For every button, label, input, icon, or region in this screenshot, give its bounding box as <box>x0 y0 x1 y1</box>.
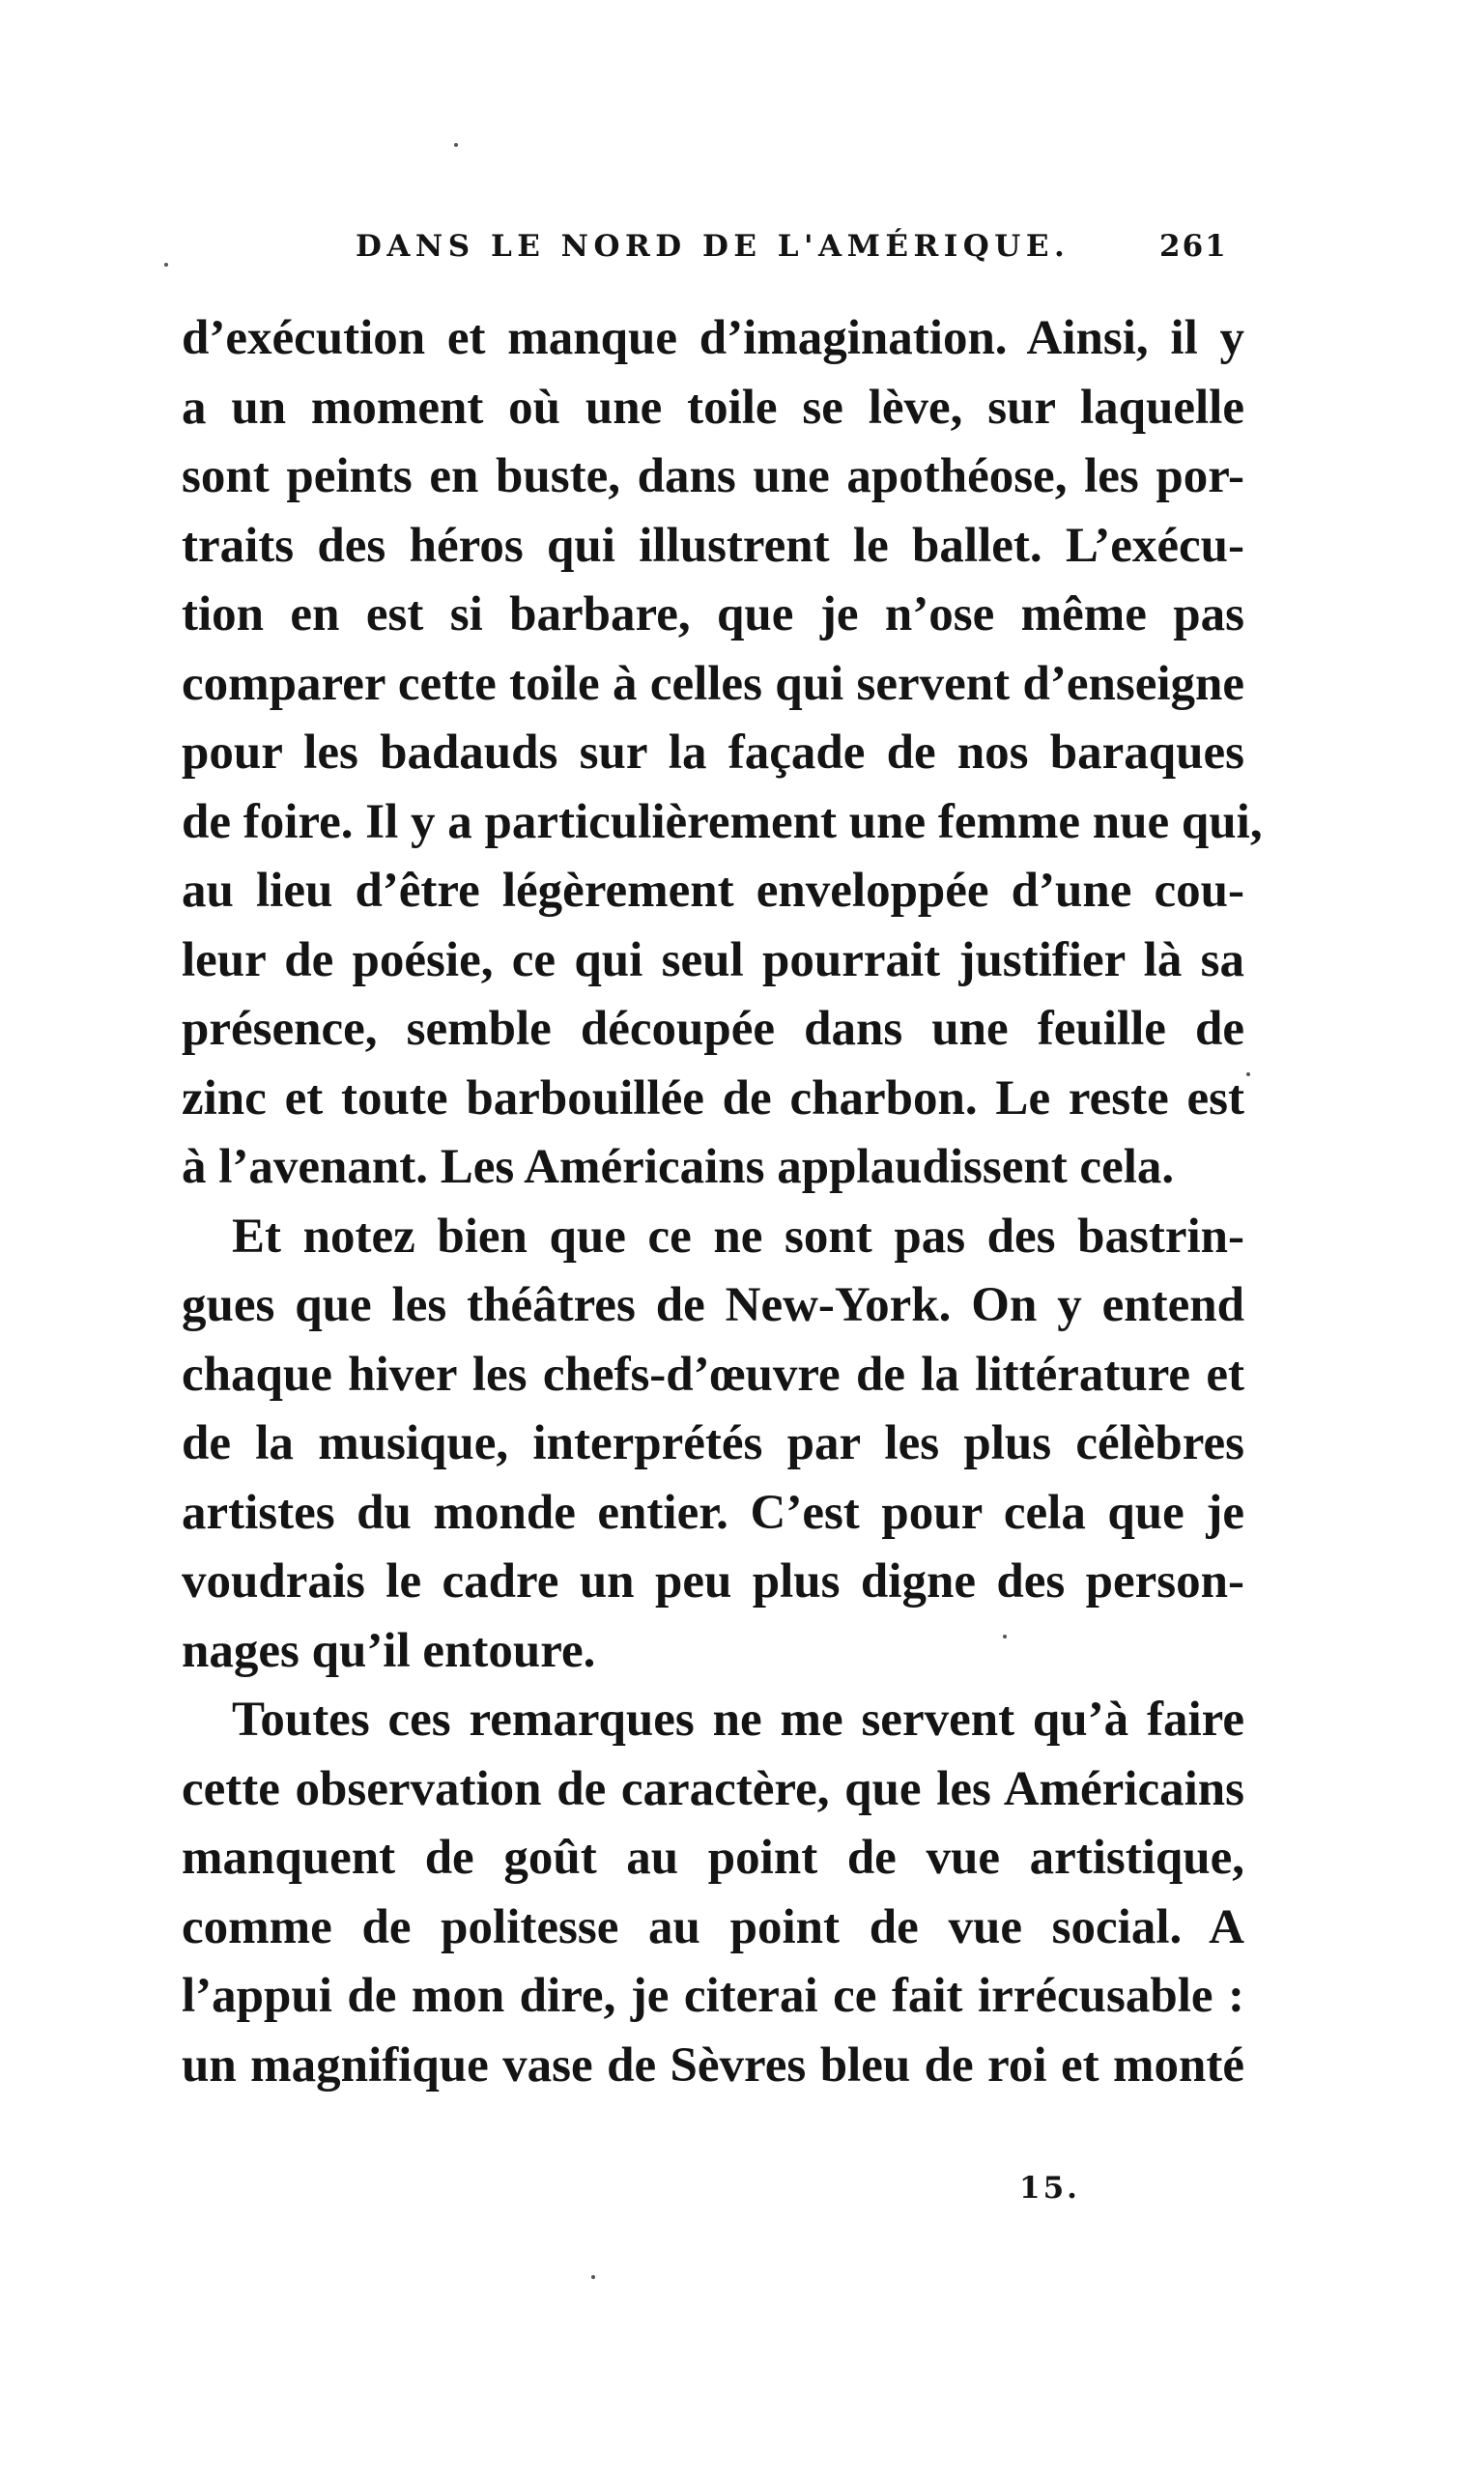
text-line: à l’avenant. Les Américains applaudissent cela. <box>182 1140 1175 1194</box>
text-line: cette observation de caractère, que les Américains <box>182 1761 1244 1816</box>
text-line: traits des héros qui illustrent le ballet. L’exécu- <box>182 518 1244 573</box>
text-line: Et notez bien que ce ne sont pas des bastrin- <box>232 1209 1244 1264</box>
text-line: de foire. Il y a particulièrement une femme nue qui, <box>182 794 1263 849</box>
text-line: Toutes ces remarques ne me servent qu’à faire <box>232 1693 1244 1747</box>
scan-speck <box>1246 1072 1250 1076</box>
signature-mark: 15. <box>1019 2171 1080 2206</box>
text-line: nages qu’il entoure. <box>182 1623 596 1678</box>
scan-speck <box>591 2275 595 2279</box>
text-line: pour les badauds sur la façade de nos baraques <box>182 726 1244 780</box>
text-line: un magnifique vase de Sèvres bleu de roi et monté <box>182 2037 1244 2093</box>
text-line: chaque hiver les chefs-d’œuvre de la littérature et <box>182 1347 1244 1402</box>
body-text <box>182 304 1263 2100</box>
text-line: comparer cette toile à celles qui servent d’enseigne <box>182 656 1244 711</box>
text-line: a un moment où une toile se lève, sur laquelle <box>182 380 1244 435</box>
text-line: artistes du monde entier. C’est pour cela que je <box>182 1485 1244 1540</box>
text-line: présence, semble découpée dans une feuille de <box>182 1002 1244 1056</box>
text-line: gues que les théâtres de New-York. On y entend <box>182 1278 1244 1332</box>
text-line: de la musique, interprétés par les plus célèbres <box>182 1416 1244 1470</box>
scan-speck <box>454 143 458 147</box>
text-line: l’appui de mon dire, je citerai ce fait irrécusable : <box>182 1969 1244 2023</box>
text-line: manquent de goût au point de vue artistique, <box>182 1831 1244 1885</box>
text-line: comme de politesse au point de vue social. A <box>182 1899 1244 1954</box>
page-number: 261 <box>1159 229 1228 264</box>
scan-speck <box>164 263 168 267</box>
text-line: voudrais le cadre un peu plus digne des person- <box>182 1554 1244 1609</box>
text-line: sont peints en buste, dans une apothéose, les por- <box>182 449 1244 503</box>
text-line: d’exécution et manque d’imagination. Ainsi, il y <box>182 311 1244 365</box>
text-line: leur de poésie, ce qui seul pourrait justifier là sa <box>182 932 1244 987</box>
text-line: au lieu d’être légèrement enveloppée d’une cou- <box>182 864 1244 918</box>
text-line: tion en est si barbare, que je n’ose même pas <box>182 587 1244 641</box>
running-head: DANS LE NORD DE L'AMÉRIQUE. <box>356 229 1070 264</box>
scan-speck <box>1003 1635 1007 1638</box>
text-line: zinc et toute barbouillée de charbon. Le reste est <box>182 1070 1244 1125</box>
